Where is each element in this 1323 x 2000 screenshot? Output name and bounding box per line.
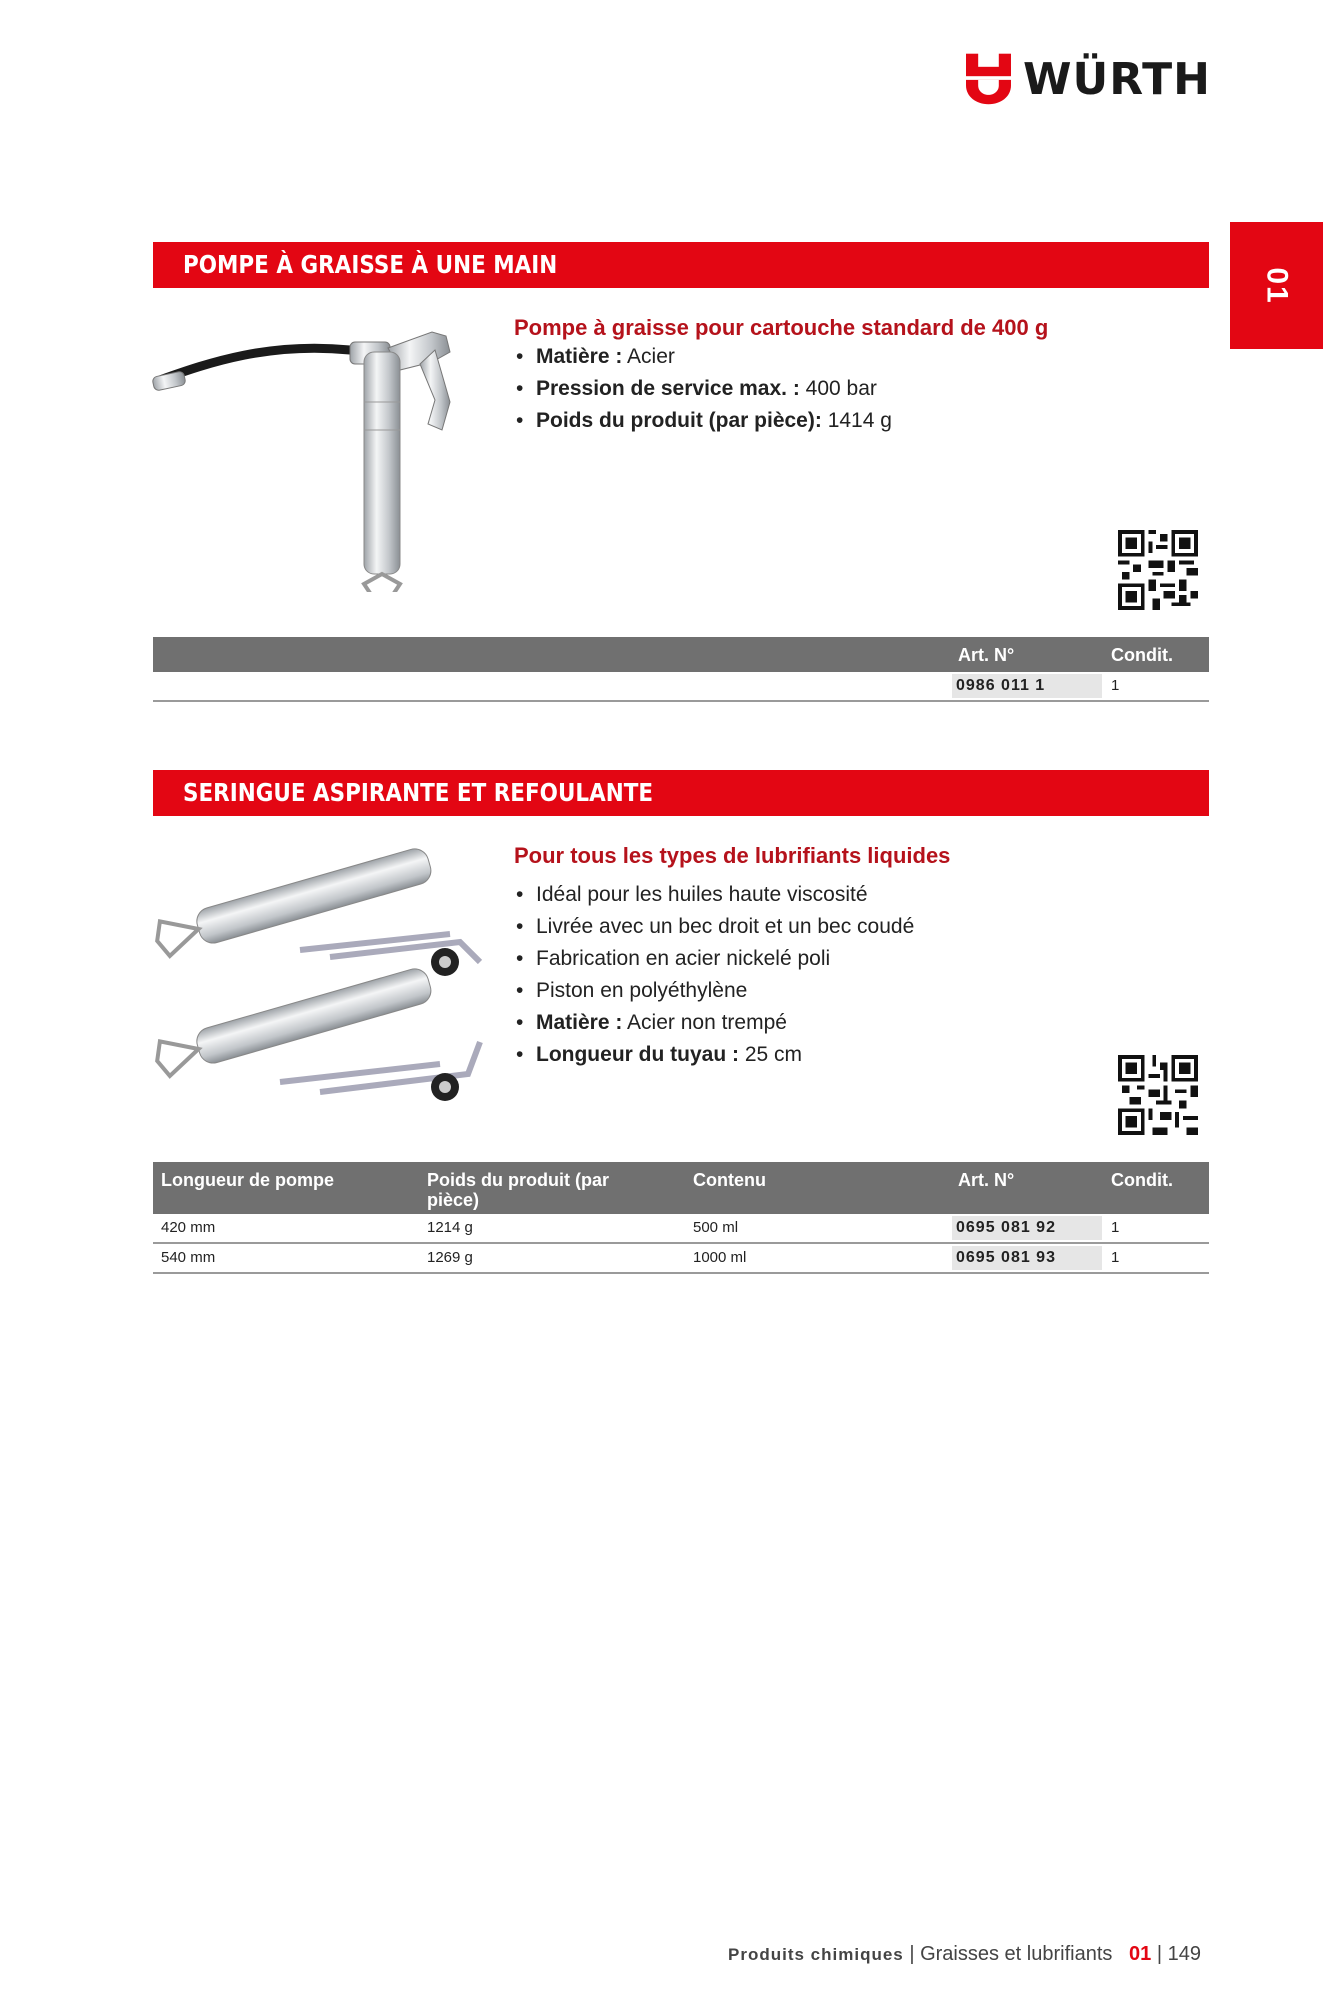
grease-gun-image [150, 312, 495, 592]
footer-separator: | [909, 1943, 915, 1965]
feature-material: • Matière : Acier non trempé [514, 1007, 914, 1039]
feature-weight: • Poids du produit (par pièce): 1414 g [514, 405, 892, 437]
page-number: 149 [1167, 1943, 1201, 1965]
footer-subcategory: Graisses et lubrifiants [920, 1943, 1113, 1965]
chapter-tab-label: 01 [1260, 266, 1294, 305]
feature-viscosity: • Idéal pour les huiles haute viscosité [514, 879, 914, 911]
wurth-logo-mark-icon [966, 52, 1011, 106]
syringe-image [150, 842, 495, 1107]
footer-category: Produits chimiques [728, 1945, 904, 1964]
feature-hose-length: • Longueur du tuyau : 25 cm [514, 1039, 914, 1071]
table-row: 540 mm 1269 g 1000 ml 0695 081 93 1 [153, 1244, 1209, 1274]
qr-code-syringe-icon[interactable] [1118, 1055, 1198, 1135]
article-number-cell[interactable]: 0695 081 92 [952, 1216, 1102, 1240]
product-title-grease-pump: Pompe à graisse pour cartouche standard de 400 g [514, 315, 1049, 340]
feature-piston: • Piston en polyéthylène [514, 975, 914, 1007]
qr-code-grease-pump-icon[interactable] [1118, 530, 1198, 610]
section-header-grease-pump: POMPE À GRAISSE À UNE MAIN [153, 242, 1209, 288]
brand-name: WÜRTH [1022, 53, 1211, 105]
footer-chapter: 01 [1129, 1943, 1152, 1965]
table-header-grease-pump: Art. N° Condit. [153, 637, 1209, 672]
feature-nozzles: • Livrée avec un bec droit et un bec coudé [514, 911, 914, 943]
section-header-syringe: SERINGUE ASPIRANTE ET REFOULANTE [153, 770, 1209, 816]
feature-material: • Matière : Acier [514, 341, 892, 373]
wurth-logo [966, 52, 1211, 106]
feature-fabrication: • Fabrication en acier nickelé poli [514, 943, 914, 975]
page-footer [728, 1943, 1201, 1966]
article-number-cell[interactable]: 0695 081 93 [952, 1246, 1102, 1270]
table-row: 0986 011 1 1 [153, 672, 1209, 702]
feature-max-pressure: • Pression de service max. : 400 bar [514, 373, 892, 405]
footer-page-separator: | [1156, 1943, 1163, 1965]
article-number-cell[interactable]: 0986 011 1 [952, 674, 1102, 698]
table-row: 420 mm 1214 g 500 ml 0695 081 92 1 [153, 1214, 1209, 1244]
product-features-grease-pump [514, 341, 892, 437]
chapter-tab[interactable] [1230, 222, 1323, 349]
product-title-syringe: Pour tous les types de lubrifiants liquides [514, 843, 951, 868]
table-header-syringe: Longueur de pompe Poids du produit (par pièce) Contenu Art. N° Condit. [153, 1162, 1209, 1214]
product-features-syringe [514, 879, 914, 1071]
